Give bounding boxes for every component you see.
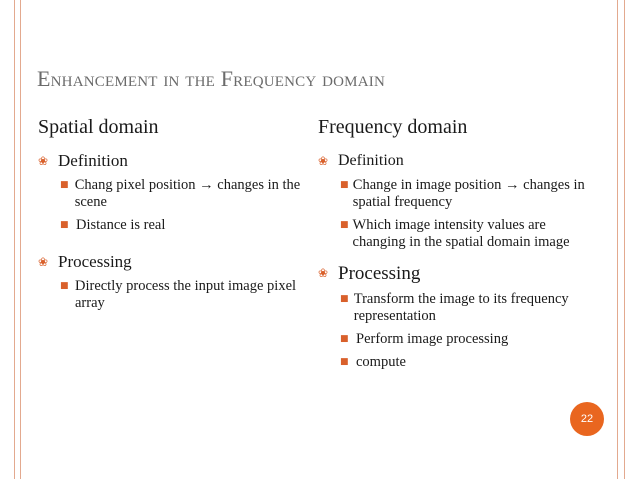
definition-items xyxy=(60,177,308,234)
page-number-badge: 22 xyxy=(570,402,604,436)
list-item: ■ Distance is real xyxy=(60,217,166,233)
bullet-icon: ■ xyxy=(340,220,349,230)
slide-title-text: Enhancement in the Frequency domain xyxy=(37,66,385,91)
definition-items xyxy=(340,177,598,251)
border-line xyxy=(624,0,625,479)
bullet-icon: ❀ xyxy=(318,154,329,168)
list-item: ■ compute xyxy=(340,354,406,370)
bullet-icon: ■ xyxy=(60,180,69,190)
definition-section xyxy=(318,151,598,171)
spatial-domain-column xyxy=(38,116,308,318)
section-label: Processing xyxy=(58,252,132,271)
processing-section xyxy=(38,252,308,272)
border-line xyxy=(617,0,618,479)
frequency-domain-column xyxy=(318,116,598,377)
bullet-icon: ■ xyxy=(340,334,349,344)
bullet-icon: ■ xyxy=(340,357,349,367)
processing-items xyxy=(60,278,308,312)
border-line xyxy=(20,0,21,479)
border-line xyxy=(14,0,15,479)
bullet-icon: ❀ xyxy=(318,266,329,280)
column-heading: Spatial domain xyxy=(38,116,159,138)
definition-section xyxy=(38,151,308,171)
bullet-icon: ■ xyxy=(340,294,349,304)
bullet-icon: ■ xyxy=(60,281,69,291)
list-item: ■ Directly process the input image pixel array xyxy=(60,278,297,311)
slide-title xyxy=(37,66,385,92)
bullet-icon: ■ xyxy=(60,220,69,230)
bullet-icon: ❀ xyxy=(38,154,49,168)
list-item: ■ Chang pixel position → changes in the scene xyxy=(60,177,301,210)
section-label: Definition xyxy=(58,151,128,170)
column-heading: Frequency domain xyxy=(318,116,468,138)
bullet-icon: ■ xyxy=(340,180,349,190)
list-item: ■ Transform the image to its frequency representation xyxy=(340,291,569,324)
section-label: Definition xyxy=(338,152,404,169)
list-item: ■ Change in image position → changes in spatial frequency xyxy=(340,177,585,210)
bullet-icon: ❀ xyxy=(38,255,49,269)
list-item: ■ Which image intensity values are changing in the spatial domain image xyxy=(340,217,570,250)
processing-items xyxy=(340,291,598,371)
list-item: ■ Perform image processing xyxy=(340,331,509,347)
section-label: Processing xyxy=(338,263,421,284)
processing-section xyxy=(318,263,598,285)
